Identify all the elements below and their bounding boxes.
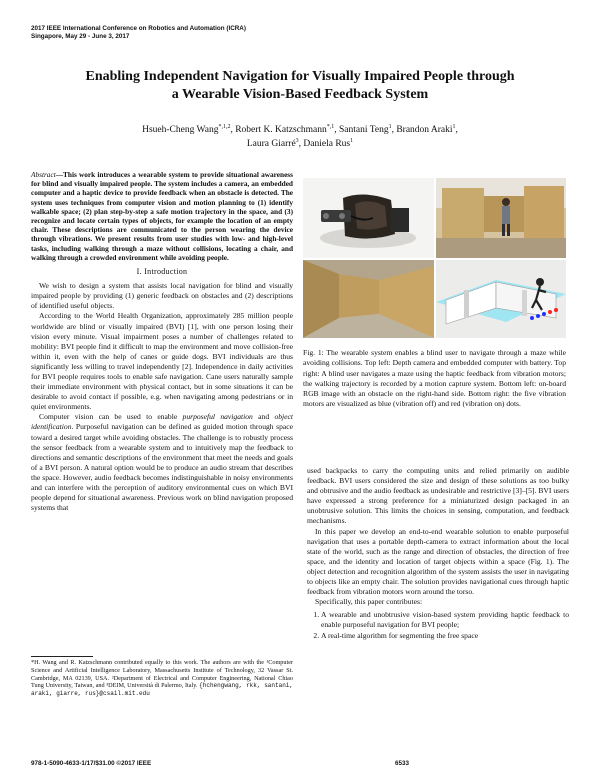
abstract: Abstract—This work introduces a wearable system to provide situational awareness for blind and visually impaired people. The system includes a camera, an embedded computer and a haptic device to provide feedback when an obstacle is detected. The system uses techniques from computer vision and motion planning to (1) identify walkable space; (2) plan step-by-step a safe motion trajectory in the space, and (3) recognize and locate certain types of objects, for example the location of an empty chair. These descriptions are communicated to the person wearing the device through vibrations. We present results from user studies with low- and high-level tasks, including walking through a maze without collisions, locating a chair, and walking through a crowded environment while avoiding people. [31, 170, 293, 262]
author-affiliation: 1 [388, 123, 392, 130]
footnote-text: *H. Wang and R. Katzschmann contributed equally to this work. The authors are with the ¹Computer Science and Artificial Intelligence Laboratory, Massachusetts Institute of Technology, 32 Vassar St. Cambridge, MA 02139, USA. ²Department of Electrical and Computer Engineering, National Chiao Tung University, Taiwan, and ³DEIM, Università di Palermo, Italy. [31, 659, 293, 690]
footer-isbn: 978-1-5090-4633-1/17/$31.00 ©2017 IEEE [31, 760, 152, 767]
author-name: Hsueh-Cheng Wang [142, 125, 219, 135]
author-affiliation: *,1 [326, 123, 335, 130]
list-item: 1. A wearable and unobtrusive vision-based system providing haptic feedback to enable purposeful navigation for BVI people; [321, 610, 569, 630]
author-name: Brandon Araki [396, 125, 453, 135]
author-list: Hsueh-Cheng Wang$^{*,1,2}$, Robert K. Katzschmann$^{*,1}$, Santani Teng$^1$, Brandon Araki$^1$, Laura Giarré$^3$, Daniela Rus$^1$ [142, 123, 458, 149]
author-name: Robert K. Katzschmann [235, 125, 327, 135]
author-affiliation: 3 [295, 137, 299, 144]
intro-paragraph: We wish to design a system that assists local navigation for blind and visually impaired people by providing (1) generic feedback on obstacles and (2) descriptions of identified useful objects. [31, 281, 293, 311]
title-line-1: Enabling Independent Navigation for Visually Impaired People through [85, 69, 515, 84]
body-paragraph: In this paper we develop an end-to-end wearable solution to enable purposeful navigation that uses a portable depth-camera to extract information about the local state of the world, such as the range and direction of obstacles, the direction of free space, and the identity and location of target objects within a space (Fig. 1). The object detection and recognition algorithm of the system assists the user in navigating to objects like an empty chair. The solution provides navigational cues through haptic feedback from vibration motors worn around the torso. [307, 526, 569, 597]
conference-name: 2017 IEEE International Conference on Robotics and Automation (ICRA) [31, 25, 246, 32]
paper-title [0, 68, 600, 104]
figure-panel-camera [303, 178, 434, 258]
author-name: Daniela Rus [303, 139, 351, 149]
figure-panel-maze-user [436, 178, 566, 258]
author-name: Laura Giarré [246, 139, 296, 149]
right-column [307, 466, 569, 641]
intro-paragraph: Computer vision can be used to enable purposeful navigation and object identification. Purposeful navigation can be defined as guided motion through space toward a desired target while avoiding obstacles. The challenge is to robustly process the sensor feedback from a wearable system and to intuitively map the feedback to directions and semantic descriptions of the environment that meet the needs and goals of a BVI person. A natural option would be to produce an audio stream that describes the space. However, audio feedback becomes indistinguishable in noisy environments and can interfere with the perception of auditory environmental cues on which BVI people depend for situational awareness. Previous work on blind navigation proposed systems that [31, 412, 293, 513]
page-number: 6533 [395, 760, 410, 767]
contribution-list [307, 610, 569, 640]
conference-location-dates: Singapore, May 29 - June 3, 2017 [31, 33, 130, 40]
author-affiliation: 1 [350, 137, 354, 144]
left-column [31, 170, 293, 513]
footnote-emails: {hchengwang, rkk, santani, araki, giarre, rus}@csail.mit.edu [31, 682, 294, 698]
figure-panel-rgb-image [303, 260, 434, 338]
figure-caption: Fig. 1: The wearable system enables a blind user to navigate through a maze while avoiding collisions. Top left: Depth camera and embedded computer with battery. Top right: A blind user navigates a maze using the haptic feedback from vibration motors; the walking trajectory is recorded by a motion capture system. Bottom left: on-board RGB image with an obstacle on the right-hand side. Bottom right: the five vibration motors are visualized as blue (vibration off) and red (vibration on) dots. [303, 348, 566, 409]
abstract-text: This work introduces a wearable system to provide situational awareness for blind and visually impaired people. The system includes a camera, an embedded computer and a haptic device to provide feedback when an obstacle is detected. The system uses techniques from computer vision and motion planning to (1) identify walkable space; (2) plan step-by-step a safe motion trajectory in the space, and (3) recognize and locate certain types of objects, for example the location of an empty chair. These descriptions are communicated to the person wearing the device through vibrations. We present results from user studies with low- and high-level tasks, including walking through a maze without collisions, locating a chair, and walking through a crowded environment while avoiding people. [31, 170, 293, 262]
author-affiliation: *,1,2 [218, 123, 231, 130]
author-affiliation: 1 [452, 123, 456, 130]
abstract-label: Abstract [31, 170, 56, 179]
author-name: Santani Teng [339, 125, 389, 135]
list-item: 2. A real-time algorithm for segmenting the free space [321, 631, 569, 641]
title-line-2: a Wearable Vision-Based Feedback System [171, 87, 429, 102]
footnote [31, 659, 293, 698]
body-paragraph: used backpacks to carry the computing units and relied primarily on audible feedback. BVI users considered the size and design of these solutions as too bulky and obtrusive and the audio feedback as undesirable and restrictive [3]–[5]. BVI users have expressed a strong preference for a miniaturized design packaged in an unobtrusive solution. This limits the choices in sensing, computation, and feedback mechanisms. [307, 466, 569, 526]
figure-panel-motor-visualization [436, 260, 566, 338]
intro-paragraph: According to the World Health Organization, approximately 285 million people worldwide are blind or visually impaired (BVI) [1], with one person losing their vision every minute. Visual impairment poses a number of challenges related to mobility: BVI people find it difficult to map the environment and move collision-free within it, even with the help of canes or guide dogs. BVI individuals are thus significantly less willing to travel independently [2]. Independence in daily activities for BVI people requires tools to enable safe navigation. Cane users naturally sample their immediate environment with physical contact, but in some situations it can be desirable to avoid contact if possible, e.g. when navigating among pedestrians or in quiet environments. [31, 311, 293, 412]
body-paragraph: Specifically, this paper contributes: [315, 597, 423, 607]
footnote-rule [31, 656, 93, 657]
figure-1 [303, 178, 566, 338]
section-heading: I. Introduction [136, 267, 188, 277]
